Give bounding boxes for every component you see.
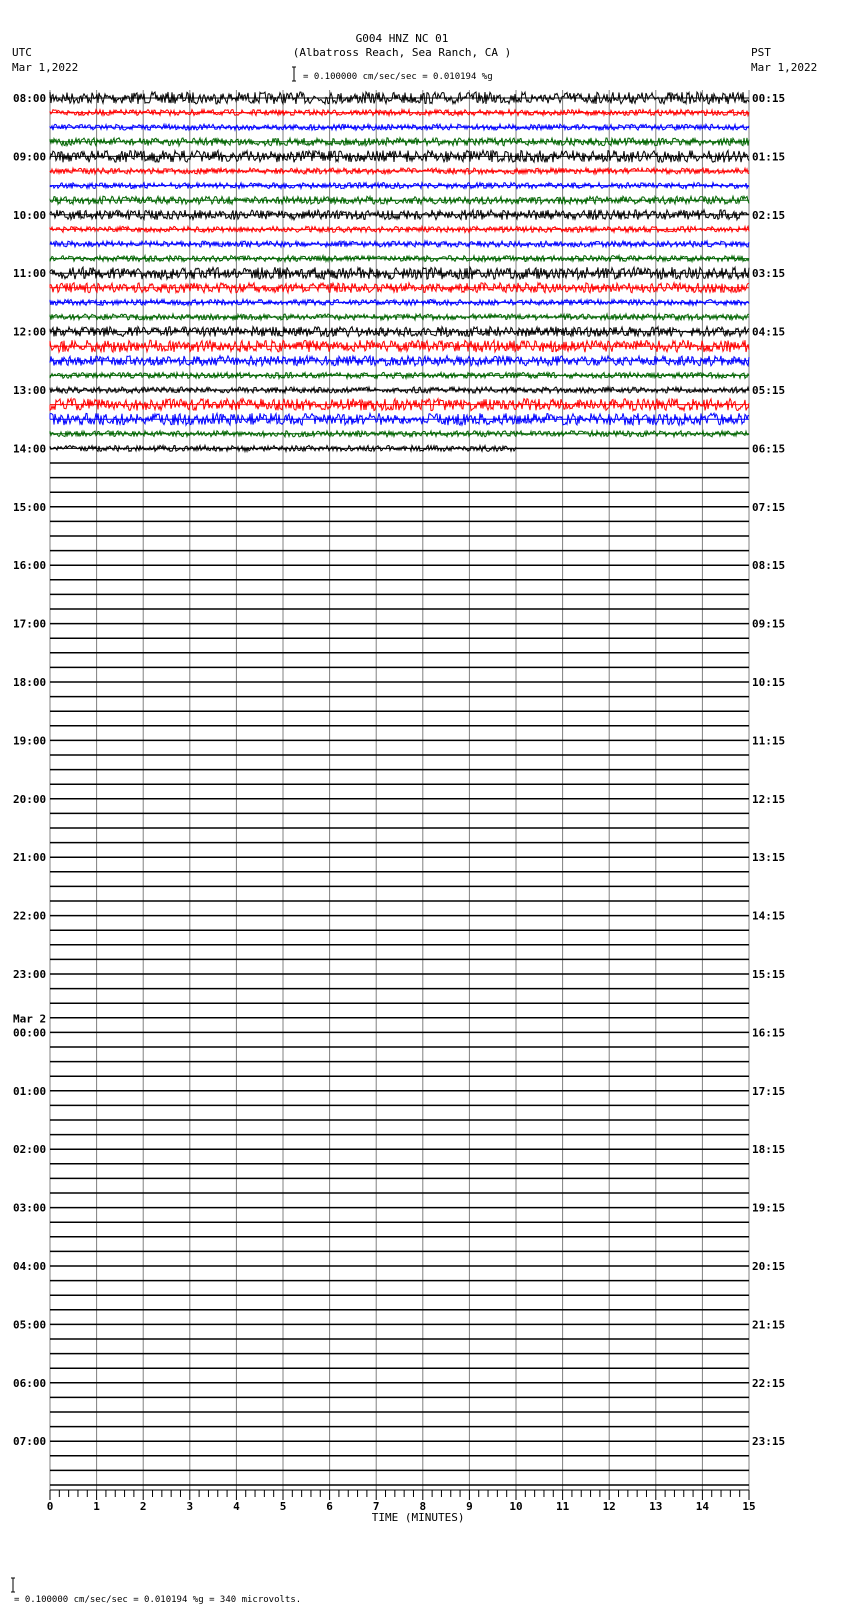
utc-hour-label: 05:00 [13,1318,47,1332]
utc-hour-label: 02:00 [13,1143,47,1157]
utc-hour-label: 23:00 [13,968,47,981]
utc-hour-label: 16:00 [13,559,47,573]
pst-hour-label: 18:15 [752,1143,786,1157]
x-tick-label: 2 [139,1500,147,1513]
pst-hour-label: 23:15 [752,1435,786,1449]
pst-hour-label: 08:15 [752,559,786,573]
utc-hour-label: 00:00 [13,1026,47,1040]
pst-hour-label: 04:15 [752,325,786,339]
utc-hour-label: 18:00 [13,676,47,689]
utc-hour-label: 12:00 [13,325,47,339]
x-tick-label: 3 [186,1500,194,1513]
utc-hour-label: 21:00 [13,851,47,865]
utc-hour-label: 19:00 [13,734,47,748]
scale-legend: = 0.100000 cm/sec/sec = 0.010194 %g [303,72,493,82]
x-tick-label: 9 [466,1500,473,1513]
x-tick-label: 0 [46,1500,54,1513]
pst-hour-label: 21:15 [752,1318,786,1332]
utc-hour-label: 17:00 [13,617,47,631]
pst-hour-label: 03:15 [752,267,786,281]
pst-hour-label: 10:15 [752,676,786,689]
utc-hour-label: 22:00 [13,909,47,923]
utc-hour-label: 14:00 [13,442,47,456]
pst-hour-label: 14:15 [752,909,786,923]
x-tick-label: 5 [279,1500,287,1513]
utc-hour-label: 09:00 [13,150,47,164]
x-tick-label: 10 [509,1500,523,1513]
utc-hour-label: 08:00 [13,92,47,105]
utc-hour-label: 06:00 [13,1376,47,1390]
x-tick-label: 7 [372,1500,380,1513]
pst-hour-label: 13:15 [752,851,786,865]
utc-hour-label: 10:00 [13,208,47,222]
pst-hour-label: 02:15 [752,208,786,222]
pst-hour-label: 12:15 [752,792,786,806]
scale-bar-icon [292,67,296,81]
utc-hour-label: 03:00 [13,1201,47,1215]
left-timezone: UTC [12,46,32,59]
x-tick-label: 12 [602,1500,616,1513]
utc-hour-label: 04:00 [13,1260,47,1273]
pst-hour-label: 22:15 [752,1376,786,1390]
x-tick-label: 4 [233,1500,240,1513]
pst-hour-label: 07:15 [752,500,786,514]
right-timezone: PST [751,46,771,59]
date-change-label: Mar 2 [13,1012,47,1026]
utc-hour-label: 11:00 [13,267,47,281]
utc-hour-label: 15:00 [13,500,47,514]
pst-hour-label: 16:15 [752,1026,786,1040]
pst-hour-label: 01:15 [752,150,786,164]
x-tick-label: 1 [93,1500,100,1513]
x-tick-label: 11 [555,1500,570,1513]
pst-hour-label: 09:15 [752,617,786,631]
x-tick-label: 6 [326,1500,333,1513]
pst-hour-label: 15:15 [752,968,786,981]
utc-hour-label: 20:00 [13,792,47,806]
right-date: Mar 1,2022 [751,61,818,74]
pst-hour-label: 06:15 [752,442,786,456]
pst-hour-label: 00:15 [752,92,786,105]
footer-scale-bar-icon [11,1578,15,1592]
station-title: G004 HNZ NC 01 [355,32,449,45]
left-date: Mar 1,2022 [12,61,79,74]
location-subtitle: (Albatross Reach, Sea Ranch, CA ) [292,46,512,59]
x-axis-title: TIME (MINUTES) [371,1511,465,1524]
pst-hour-label: 11:15 [752,734,786,748]
pst-hour-label: 05:15 [752,384,786,397]
pst-hour-label: 19:15 [752,1201,786,1215]
pst-hour-label: 17:15 [752,1084,786,1098]
footer-scale-legend: = 0.100000 cm/sec/sec = 0.010194 %g = 340 microvolts. [14,1595,302,1605]
x-tick-label: 8 [419,1500,427,1513]
x-tick-label: 13 [649,1500,663,1513]
x-tick-label: 14 [695,1500,710,1513]
utc-hour-label: 13:00 [13,384,47,397]
x-tick-label: 15 [742,1500,756,1513]
utc-hour-label: 01:00 [13,1084,47,1098]
utc-hour-label: 07:00 [13,1435,47,1449]
pst-hour-label: 20:15 [752,1260,786,1273]
